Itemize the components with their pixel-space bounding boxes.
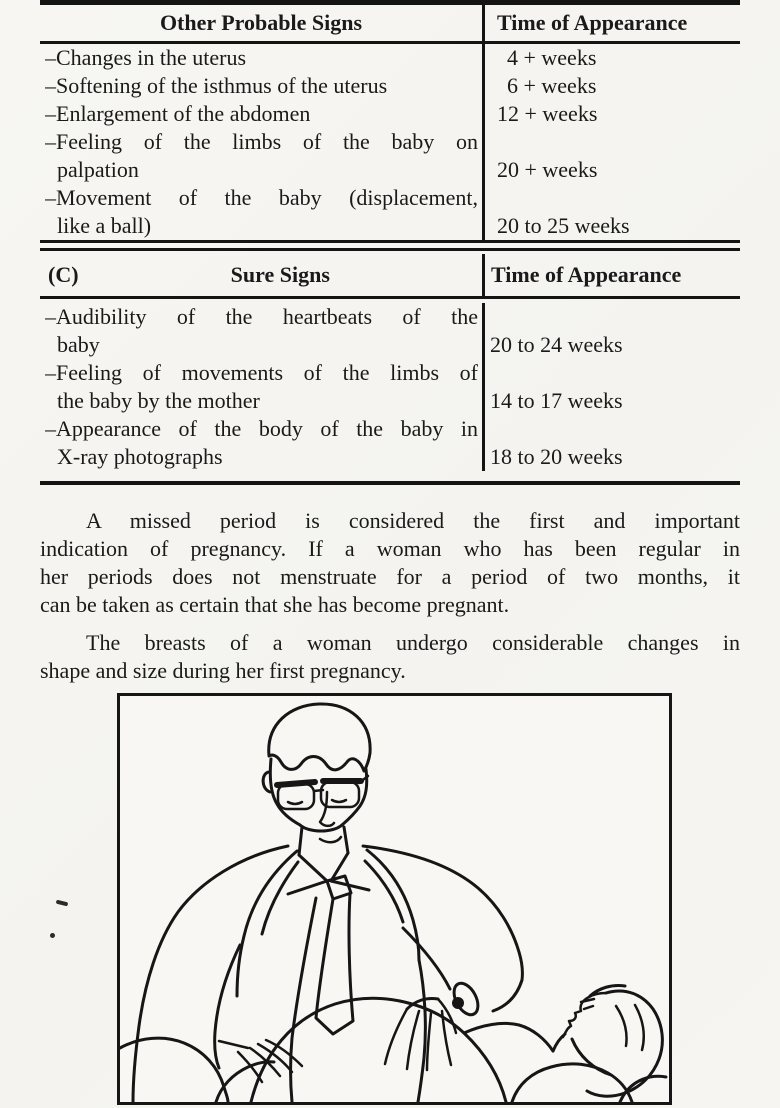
time-value: 6 + weeks [507, 73, 597, 98]
sign-text: –Appearance of the body of the baby in [45, 416, 478, 441]
time-value: 20 to 24 weeks [490, 332, 623, 357]
section-label: (C) [48, 262, 79, 287]
sign-text: –Feeling of movements of the limbs of [45, 360, 478, 385]
paragraph-missed-period [40, 507, 740, 619]
table-row [40, 303, 740, 359]
sign-text: –Feeling of the limbs of the baby on [45, 129, 478, 154]
sign-text: baby [57, 332, 100, 357]
figure-doctor-palpating-abdomen [117, 693, 672, 1105]
sign-text: –Softening of the isthmus of the uterus [45, 73, 388, 98]
time-value: 20 to 25 weeks [497, 213, 630, 238]
column-header-sure-signs: Sure Signs [230, 262, 330, 287]
sign-text: palpation [57, 157, 139, 182]
paragraph-line: The breasts of a woman undergo considerable changes in [86, 630, 740, 655]
sign-text: like a ball) [57, 213, 152, 238]
table-row [40, 128, 740, 184]
sign-text: –Audibility of the heartbeats of the [45, 304, 478, 329]
table-row [40, 44, 740, 72]
sure-signs-table [40, 248, 740, 485]
table-row [40, 72, 740, 100]
table-header-row [40, 251, 740, 299]
table-body [40, 44, 740, 240]
table-row [40, 100, 740, 128]
sign-text: –Enlargement of the abdomen [45, 101, 311, 126]
print-speck [50, 933, 55, 938]
paragraph-line: indication of pregnancy. If a woman who has been regular in [40, 536, 740, 561]
column-header-time-of-appearance: Time of Appearance [497, 10, 688, 35]
time-value: 12 + weeks [497, 101, 598, 126]
column-header-time-of-appearance: Time of Appearance [491, 262, 682, 287]
paragraph-line: shape and size during her first pregnancy. [40, 658, 406, 683]
paragraph-breast-changes [40, 629, 740, 685]
paragraph-line: her periods does not menstruate for a period of two months, it [40, 564, 740, 589]
paragraph-line: A missed period is considered the first and important [86, 508, 740, 533]
table-row [40, 184, 740, 240]
table-row [40, 359, 740, 415]
sign-text: the baby by the mother [57, 388, 260, 413]
print-speck [56, 900, 69, 907]
paragraph-line: can be taken as certain that she has become pregnant. [40, 592, 510, 617]
other-probable-signs-table [40, 0, 740, 243]
time-value: 4 + weeks [507, 45, 597, 70]
time-value: 20 + weeks [497, 157, 598, 182]
time-value: 14 to 17 weeks [490, 388, 623, 413]
table-row [40, 415, 740, 471]
sign-text: X-ray photographs [57, 444, 223, 469]
time-value: 18 to 20 weeks [490, 444, 623, 469]
column-header-other-probable-signs: Other Probable Signs [40, 5, 485, 41]
table-body [40, 299, 740, 481]
sign-text: –Changes in the uterus [45, 45, 247, 70]
sign-text: –Movement of the baby (displacement, [45, 185, 478, 210]
table-header-row [40, 5, 740, 44]
